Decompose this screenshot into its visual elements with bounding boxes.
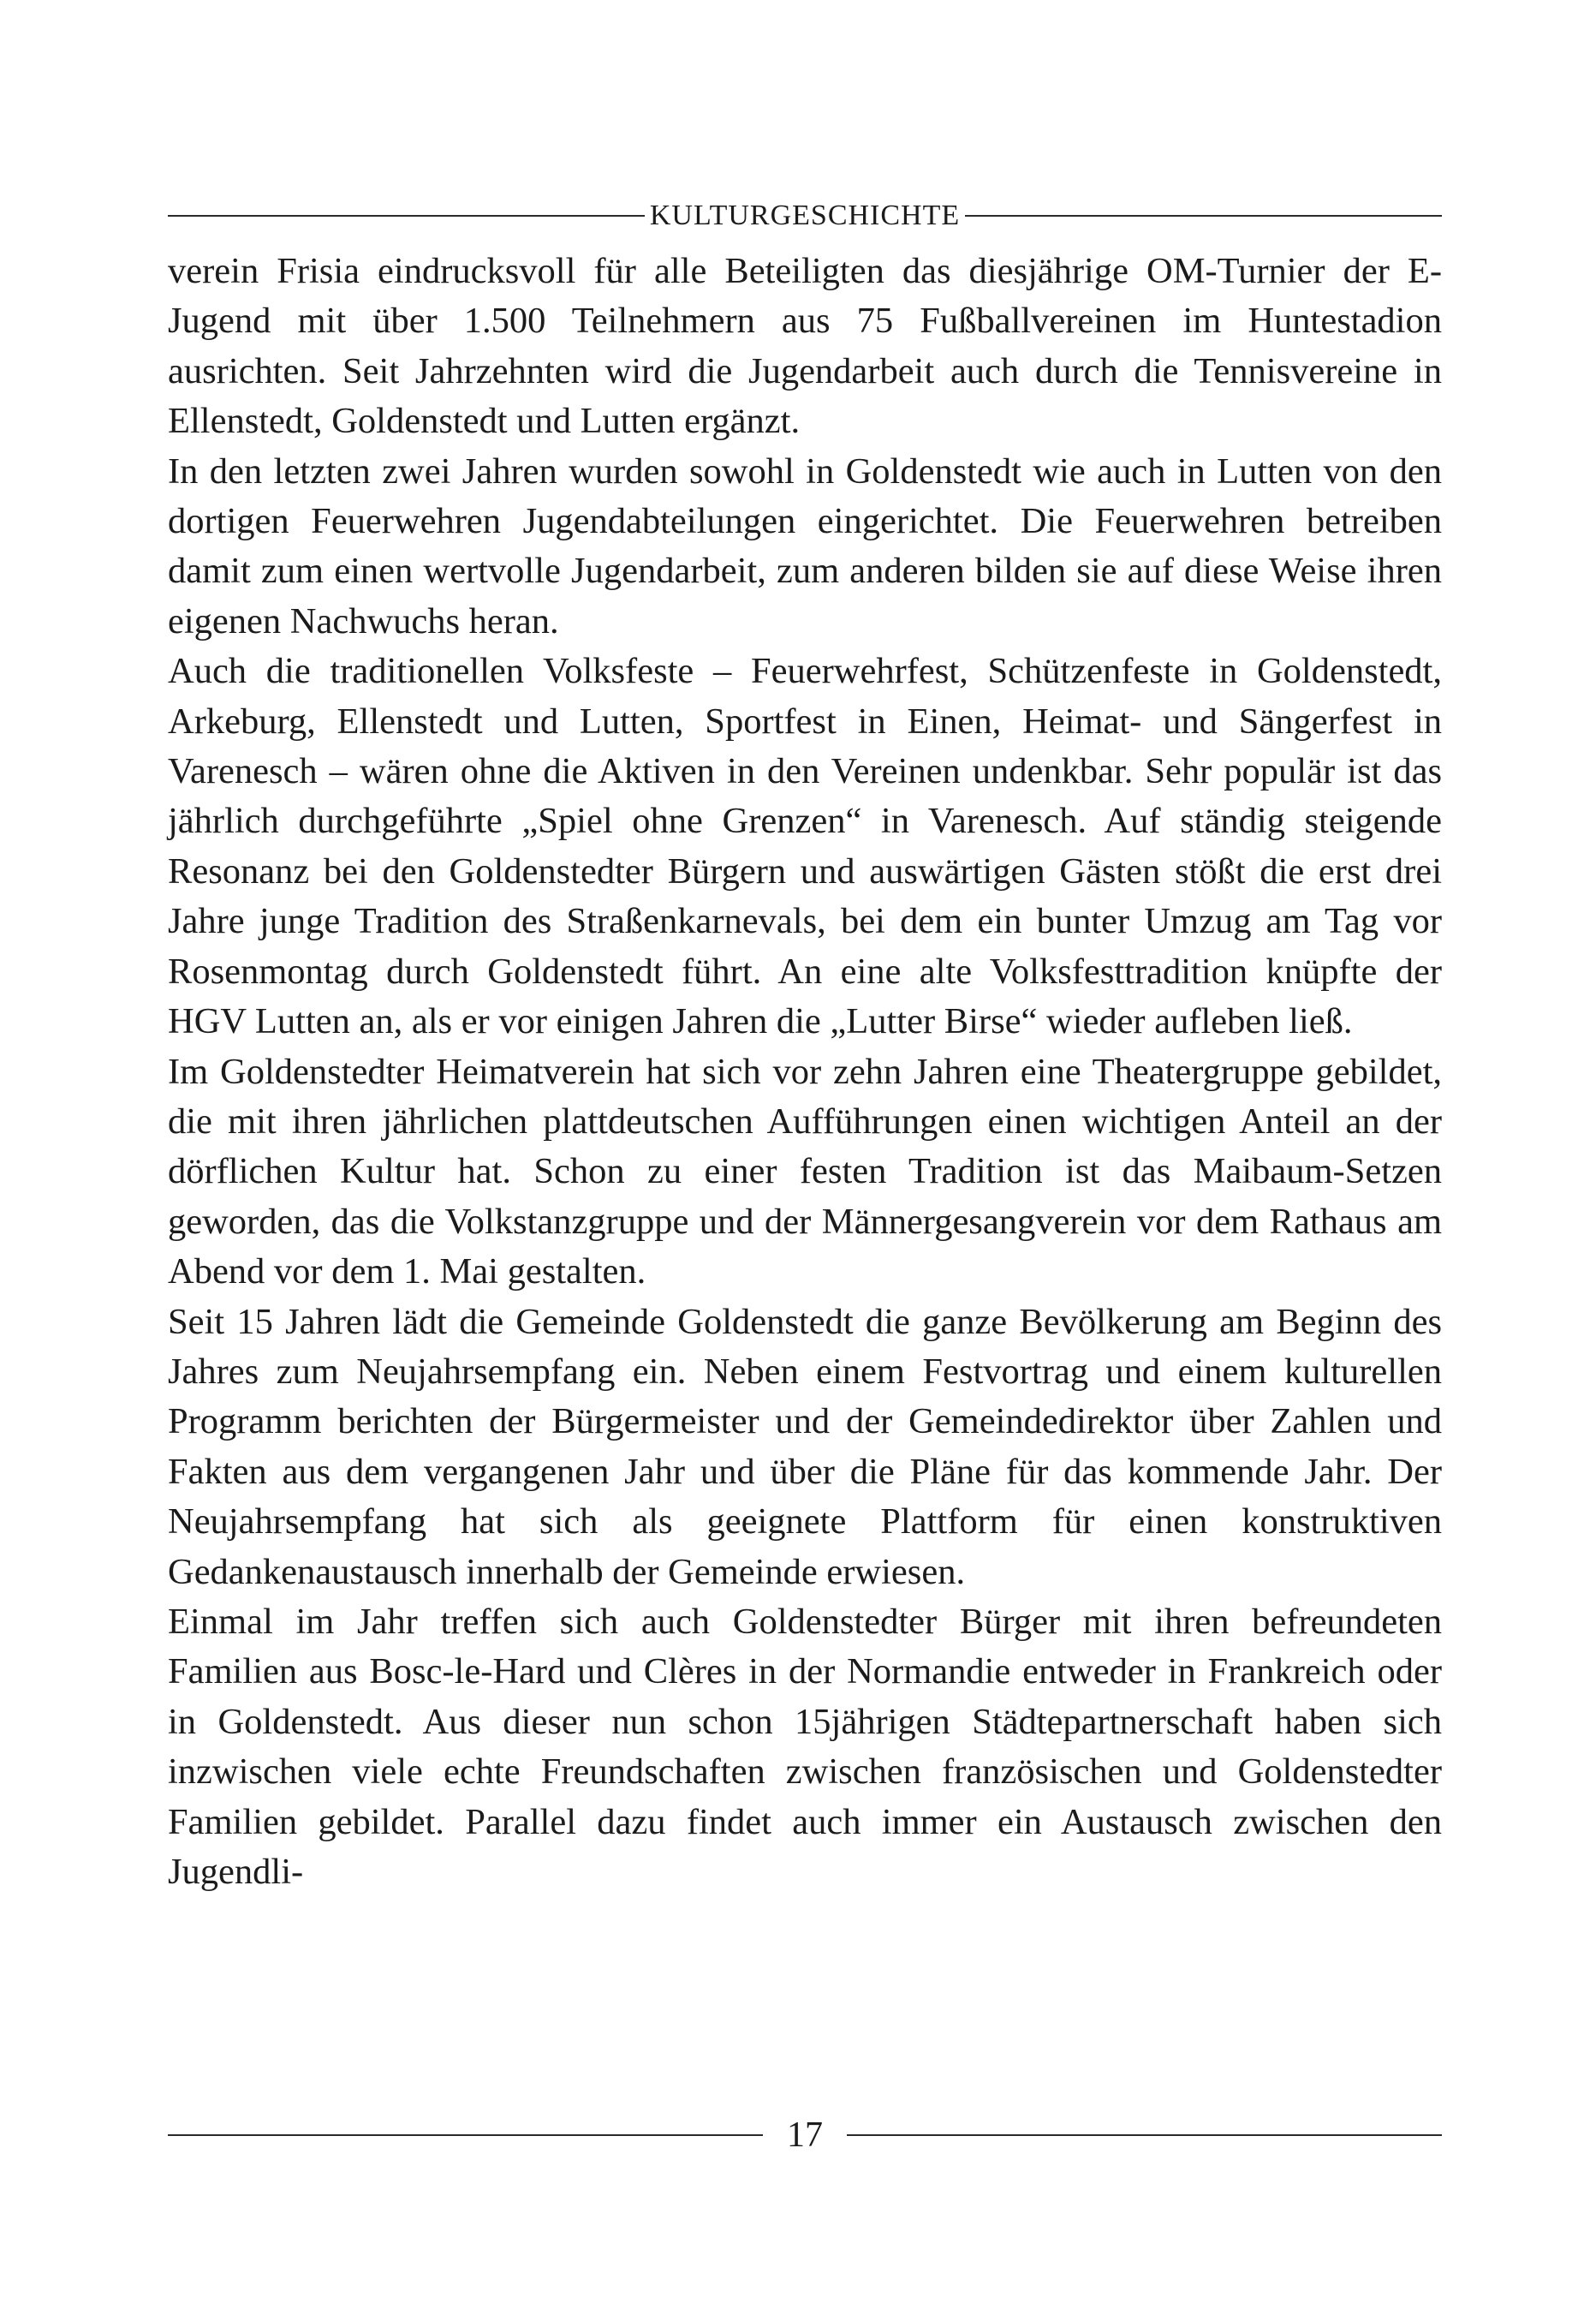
paragraph: Auch die traditionellen Volksfeste – Feuerwehrfest, Schützenfeste in Goldenstedt, Arkeburg, Ellenstedt und Lutten, Sportfest in Einen, Heimat- und Sängerfest in Varenesch – wären ohne die Aktiven in den Vereinen undenkbar. Sehr populär ist das jährlich durchgeführte „Spiel ohne Grenzen“ in Varenesch. Auf ständig steigende Resonanz bei den Goldenstedter Bürgern und auswärtigen Gästen stößt die erst drei Jahre junge Tradition des Straßenkarnevals, bei dem ein bunter Umzug am Tag vor Rosenmontag durch Goldenstedt führt. An eine alte Volksfesttradition knüpfte der HGV Lutten an, als er vor einigen Jahren die „Lutter Birse“ wieder aufleben ließ. (168, 651, 1442, 1042)
page-number: 17 (787, 2115, 823, 2155)
paragraph: Im Goldenstedter Heimatverein hat sich vor zehn Jahren eine Theatergruppe gebildet, die mit ihren jährlichen plattdeutschen Aufführungen einen wichtigen Anteil an der dörflichen Kultur hat. Schon zu einer festen Tradition ist das Maibaum-Setzen geworden, das die Volkstanzgruppe und der Männergesangverein vor dem Rathaus am Abend vor dem 1. Mai gestalten. (168, 1051, 1442, 1292)
header-rule-left (168, 215, 645, 217)
paragraph: In den letzten zwei Jahren wurden sowohl in Goldenstedt wie auch in Lutten von den dortigen Feuerwehren Jugendabteilungen eingerichtet. Die Feuerwehren betreiben damit zum einen wertvolle Jugendarbeit, zum anderen bilden sie auf diese Weise ihren eigenen Nachwuchs heran. (168, 450, 1442, 641)
footer-rule-right (847, 2134, 1442, 2136)
body-text (168, 247, 1442, 1897)
header-rule-right (965, 215, 1442, 217)
paragraph: Seit 15 Jahren lädt die Gemeinde Goldenstedt die ganze Bevölkerung am Beginn des Jahres zum Neujahrsempfang ein. Neben einem Festvortrag und einem kulturellen Programm berichten der Bürgermeister und der Gemeindedirektor über Zahlen und Fakten aus dem vergangenen Jahr und über die Pläne für das kommende Jahr. Der Neujahrsempfang hat sich als geeignete Plattform für einen konstruktiven Gedankenaustausch innerhalb der Gemeinde erwiesen. (168, 1301, 1442, 1592)
running-header (168, 197, 1442, 235)
paragraph: verein Frisia eindrucksvoll für alle Beteiligten das diesjährige OM-Turnier der E-Jugend mit über 1.500 Teilnehmern aus 75 Fußballvereinen im Huntestadion ausrichten. Seit Jahrzehnten wird die Jugendarbeit auch durch die Tennisvereine in Ellenstedt, Goldenstedt und Lutten ergänzt. (168, 251, 1442, 442)
page-footer (168, 2114, 1442, 2157)
footer-rule-left (168, 2134, 763, 2136)
section-title: KULTURGESCHICHTE (649, 200, 961, 231)
paragraph: Einmal im Jahr treffen sich auch Goldenstedter Bürger mit ihren befreundeten Familien aus Bosc-le-Hard und Clères in der Normandie entweder in Frankreich oder in Goldenstedt. Aus dieser nun schon 15jährigen Städtepartnerschaft haben sich inzwischen viele echte Freundschaften zwischen französischen und Goldenstedter Familien gebildet. Parallel dazu findet auch immer ein Austausch zwischen den Jugendli- (168, 1601, 1442, 1892)
